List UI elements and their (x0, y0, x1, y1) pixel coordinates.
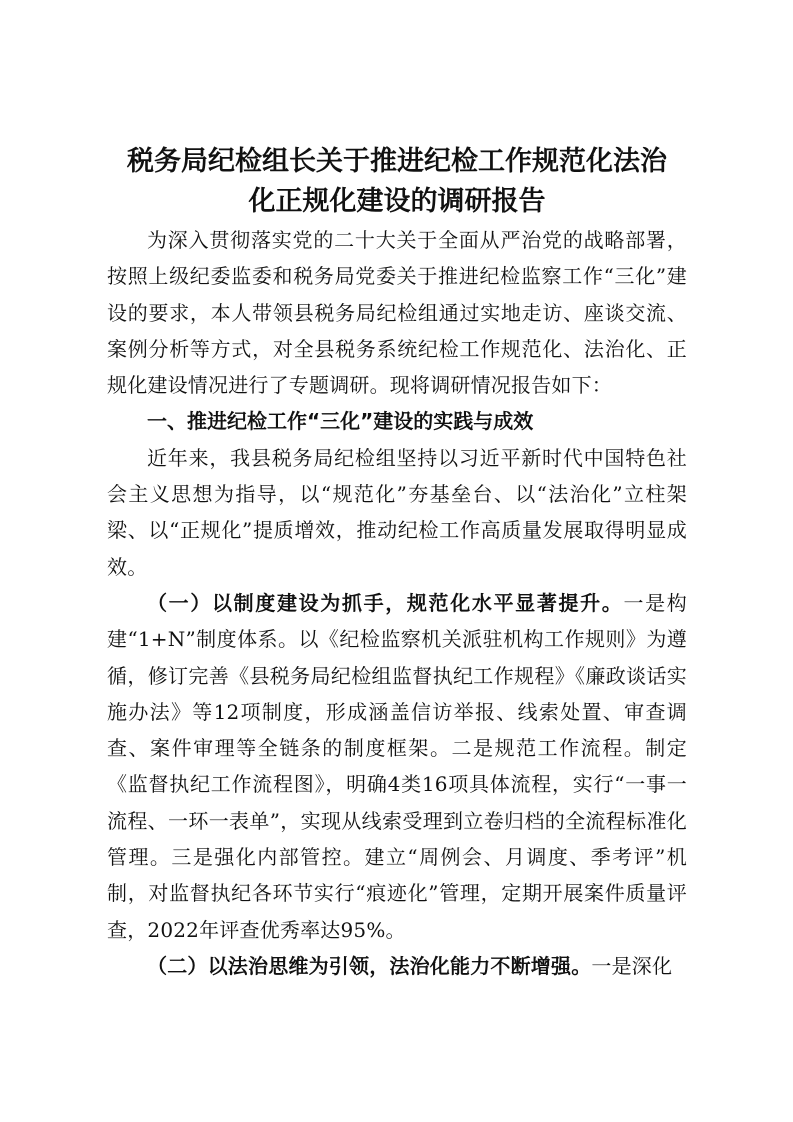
title-line-1: 税务局纪检组长关于推进纪检工作规范化法治 (127, 146, 667, 177)
section-1-heading: 一、推进纪检工作“三化”建设的实践与成效 (147, 409, 534, 434)
subsection-2-paragraph (107, 948, 687, 984)
subsection-1-paragraph (107, 585, 687, 948)
subsection-1-body: 一是构建“1+N”制度体系。以《纪检监察机关派驻机构工作规则》为遵循，修订完善《县税务局纪检组监督执纪工作规程》《廉政谈话实施办法》等12项制度，形成涵盖信访举报、线索处置、审查调查、案件审理等全链条的制度框架。二是规范工作流程。制定《监督执纪工作流程图》，明确4类16项具体流程，实行“一事一流程、一环一表单”，实现从线索受理到立卷归档的全流程标准化管理。三是强化内部管控。建立“周例会、月调度、季考评”机制，对监督执纪各环节实行“痕迹化”管理，定期开展案件质量评查，2022年评查优秀率达95%。 (107, 590, 687, 942)
subsection-2-heading: （二）以法治思维为引领，法治化能力不断增强。 (147, 953, 592, 978)
document-title (107, 142, 687, 222)
subsection-2-body: 一是深化 (591, 953, 673, 978)
document-body (107, 142, 687, 984)
intro-paragraph: 为深入贯彻落实党的二十大关于全面从严治党的战略部署，按照上级纪委监委和税务局党委关于推进纪检监察工作“三化”建设的要求，本人带领县税务局纪检组通过实地走访、座谈交流、案例分析等方式，对全县税务系统纪检工作规范化、法治化、正规化建设情况进行了专题调研。现将调研情况报告如下： (107, 228, 687, 398)
section-1-paragraph: 近年来，我县税务局纪检组坚持以习近平新时代中国特色社会主义思想为指导，以“规范化”夯基垒台、以“法治化”立柱架梁、以“正规化”提质增效，推动纪检工作高质量发展取得明显成效。 (107, 445, 687, 579)
title-line-2: 化正规化建设的调研报告 (248, 186, 546, 217)
subsection-1-heading: （一）以制度建设为抓手，规范化水平显著提升。 (147, 590, 624, 615)
